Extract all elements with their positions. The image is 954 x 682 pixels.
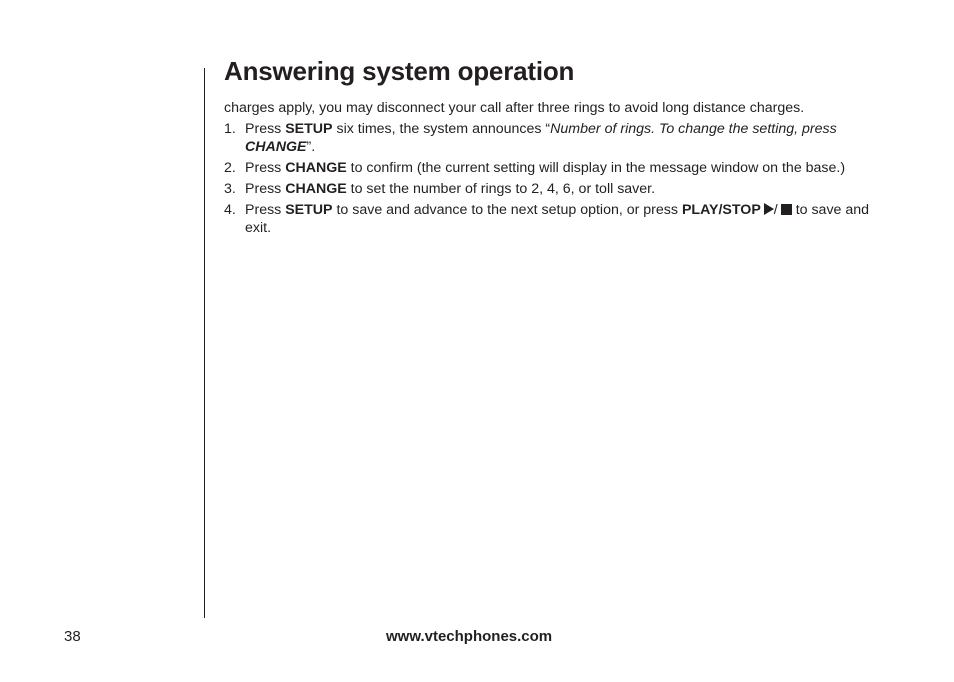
change-key: CHANGE bbox=[285, 160, 347, 176]
change-key: CHANGE bbox=[285, 181, 347, 197]
setup-key: SETUP bbox=[285, 202, 333, 218]
footer-url: www.vtechphones.com bbox=[386, 628, 553, 645]
step-4: 4. Press SETUP to save and advance to the next setup option, or press PLAY/STOP / to save and exit. bbox=[224, 202, 870, 236]
steps-list bbox=[224, 120, 898, 237]
setup-key: SETUP bbox=[285, 121, 333, 137]
play-icon bbox=[764, 203, 774, 215]
step-1: 1. Press SETUP six times, the system announces “Number of rings. To change the setting, press CHANGE”. bbox=[224, 121, 837, 155]
step-number: 4. bbox=[224, 202, 236, 218]
page-body bbox=[224, 99, 898, 240]
page-number: 38 bbox=[64, 628, 81, 645]
step-2: 2. Press CHANGE to confirm (the current setting will display in the message window on the base.) bbox=[224, 160, 846, 176]
step-number: 1. bbox=[224, 121, 236, 137]
step-number: 3. bbox=[224, 181, 236, 197]
announcement-text: Number of rings. To change the setting, press CHANGE bbox=[245, 121, 837, 155]
key-separator: / bbox=[773, 202, 778, 218]
step-number: 2. bbox=[224, 160, 236, 176]
play-stop-key: PLAY/STOP bbox=[681, 202, 761, 218]
margin-rule bbox=[204, 68, 205, 618]
step-3: 3. Press CHANGE to set the number of rings to 2, 4, 6, or toll saver. bbox=[224, 181, 656, 197]
intro-text: charges apply, you may disconnect your call after three rings to avoid long distance charges. bbox=[224, 100, 805, 116]
stop-icon bbox=[781, 204, 792, 215]
change-key: CHANGE bbox=[245, 139, 307, 155]
page-title: Answering system operation bbox=[224, 56, 575, 86]
